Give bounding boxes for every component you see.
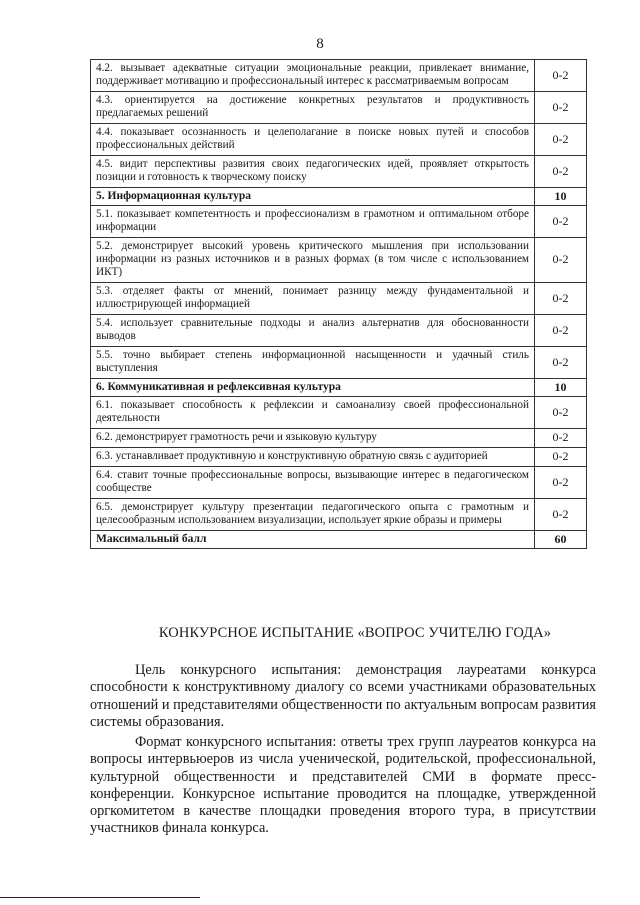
criterion-row — [91, 60, 587, 92]
criterion-row — [91, 315, 587, 347]
criterion-score: 0-2 — [535, 124, 587, 156]
criterion-score: 0-2 — [535, 448, 587, 467]
criterion-row — [91, 347, 587, 379]
criterion-row — [91, 206, 587, 238]
criterion-row — [91, 429, 587, 448]
section-heading: КОНКУРСНОЕ ИСПЫТАНИЕ «ВОПРОС УЧИТЕЛЮ ГОДА» — [158, 625, 552, 641]
section-score: 10 — [535, 188, 587, 206]
criterion-score: 0-2 — [535, 347, 587, 379]
criterion-score: 0-2 — [535, 156, 587, 188]
criterion-score: 0-2 — [535, 499, 587, 531]
criterion-text: 4.5. видит перспективы развития своих педагогических идей, проявляет открытость позиции и готовность к творческому поиску — [91, 156, 535, 188]
criterion-score: 0-2 — [535, 238, 587, 283]
section-row — [91, 188, 587, 206]
criterion-score: 0-2 — [535, 315, 587, 347]
criterion-text: 5.4. использует сравнительные подходы и анализ альтернатив для обоснованности выводов — [91, 315, 535, 347]
criterion-score: 0-2 — [535, 397, 587, 429]
section-score: 60 — [535, 531, 587, 549]
criterion-score: 0-2 — [535, 206, 587, 238]
criterion-text: 6.2. демонстрирует грамотность речи и языковую культуру — [91, 429, 535, 448]
footnote-rule — [0, 897, 200, 898]
criterion-text: 4.2. вызывает адекватные ситуации эмоциональные реакции, привлекает внимание, поддерживает мотивацию и профессиональный интерес к рассматриваемым вопросам — [91, 60, 535, 92]
criterion-score: 0-2 — [535, 467, 587, 499]
criterion-text: 6.5. демонстрирует культуру презентации педагогического опыта с грамотным и целесообразным использованием визуализации, использует яркие образы и примеры — [91, 499, 535, 531]
section-title: Максимальный балл — [91, 531, 535, 549]
criterion-row — [91, 92, 587, 124]
criterion-row — [91, 499, 587, 531]
criterion-row — [91, 238, 587, 283]
criterion-text: 4.3. ориентируется на достижение конкретных результатов и продуктивность предлагаемых решений — [91, 92, 535, 124]
section-row — [91, 531, 587, 549]
criterion-text: 5.1. показывает компетентность и профессионализм в грамотном и оптимальном отборе информации — [91, 206, 535, 238]
format-paragraph: Формат конкурсного испытания: ответы трех групп лауреатов конкурса на вопросы интервьюеров из числа ученической, родительской, профессиональной, культурной общественности и представителей СМИ в формате пресс-конференции. Конкурсное испытание проводится на площадке, утвержденной оргкомитетом в качестве площадки проведения второго тура, в присутствии участников финала конкурса. — [90, 734, 596, 837]
section-score: 10 — [535, 379, 587, 397]
criterion-text: 6.3. устанавливает продуктивную и конструктивную обратную связь с аудиторией — [91, 448, 535, 467]
criterion-row — [91, 156, 587, 188]
criterion-score: 0-2 — [535, 60, 587, 92]
section-title: 6. Коммуникативная и рефлексивная культура — [91, 379, 535, 397]
criteria-table — [90, 59, 587, 549]
criterion-text: 4.4. показывает осознанность и целеполагание в поиске новых путей и способов профессиональных действий — [91, 124, 535, 156]
criterion-row — [91, 124, 587, 156]
criterion-row — [91, 467, 587, 499]
criterion-row — [91, 397, 587, 429]
criterion-row — [91, 283, 587, 315]
criterion-row — [91, 448, 587, 467]
criterion-score: 0-2 — [535, 429, 587, 448]
criterion-score: 0-2 — [535, 283, 587, 315]
criterion-text: 5.5. точно выбирает степень информационной насыщенности и удачный стиль выступления — [91, 347, 535, 379]
section-title: 5. Информационная культура — [91, 188, 535, 206]
criterion-score: 0-2 — [535, 92, 587, 124]
criterion-text: 6.4. ставит точные профессиональные вопросы, вызывающие интерес в педагогическом сообществе — [91, 467, 535, 499]
criterion-text: 5.3. отделяет факты от мнений, понимает разницу между фундаментальной и иллюстрирующей информацией — [91, 283, 535, 315]
page-number: 8 — [316, 36, 324, 52]
criterion-text: 5.2. демонстрирует высокий уровень критического мышления при использовании информации из разных источников и в разных формах (в том числе с использованием ИКТ) — [91, 238, 535, 283]
section-row — [91, 379, 587, 397]
goal-paragraph: Цель конкурсного испытания: демонстрация лауреатами конкурса способности к конструктивному диалогу со всеми участниками образовательных отношений и представителями общественности по актуальным вопросам развития системы образования. — [90, 662, 596, 730]
criterion-text: 6.1. показывает способность к рефлексии и самоанализу своей профессиональной деятельности — [91, 397, 535, 429]
